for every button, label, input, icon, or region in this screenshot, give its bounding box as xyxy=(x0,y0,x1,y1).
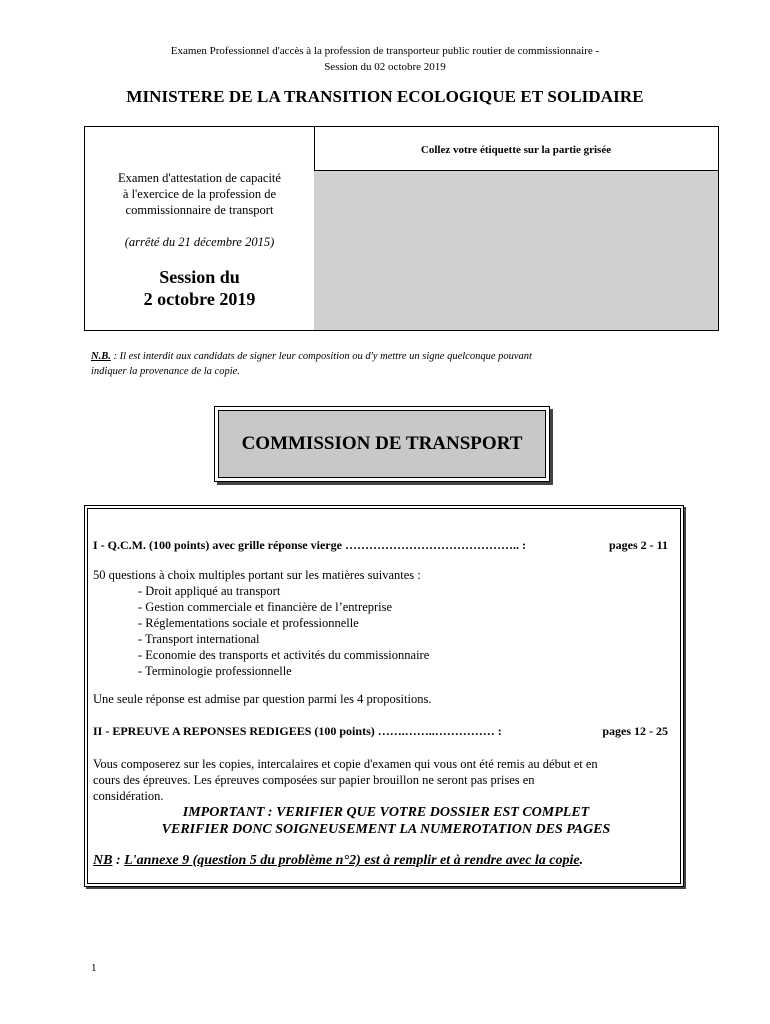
instruction-line: Vous composerez sur les copies, intercalaires et copie d'examen qui vous ont été remis au début et en xyxy=(93,757,598,771)
instruction-line: considération. xyxy=(93,789,164,803)
page-number: 1 xyxy=(91,962,97,974)
exam-title-line: Examen d'attestation de capacité xyxy=(118,171,281,185)
exam-content-box xyxy=(84,505,684,887)
annex-separator: : xyxy=(112,853,125,868)
subject-item: - Economie des transports et activités du commissionnaire xyxy=(138,648,430,662)
subject-item: - Gestion commerciale et financière de l’entreprise xyxy=(138,600,393,614)
label-grey-area xyxy=(314,171,718,330)
important-line-2: VERIFIER DONC SOIGNEUSEMENT LA NUMEROTATION DES PAGES xyxy=(161,822,611,837)
nb-text-1: : Il est interdit aux candidats de signer leur composition ou d'y mettre un signe quelconque pouvant xyxy=(110,351,532,362)
subject-item: - Droit appliqué au transport xyxy=(138,584,281,598)
label-column xyxy=(314,127,718,330)
annex-notice xyxy=(93,853,583,869)
exam-title-line: commissionnaire de transport xyxy=(125,203,274,217)
subject-item: - Transport international xyxy=(138,632,260,646)
part2-heading xyxy=(93,723,673,739)
important-line-1: IMPORTANT : VERIFIER QUE VOTRE DOSSIER EST COMPLET xyxy=(182,805,590,820)
nb-text-2: indiquer la provenance de la copie. xyxy=(91,366,240,377)
header-line-2: Session du 02 octobre 2019 xyxy=(324,61,446,73)
annex-end: . xyxy=(579,853,584,868)
exam-content-inner xyxy=(87,508,681,884)
exam-title xyxy=(85,170,314,218)
exam-info-column xyxy=(85,127,315,330)
part2-pages: pages 12 - 25 xyxy=(602,724,668,738)
exam-title-line: à l'exercice de la profession de xyxy=(122,187,277,201)
part1-intro: 50 questions à choix multiples portant sur les matières suivantes : xyxy=(93,568,421,582)
part2-title: II - EPREUVE A REPONSES REDIGEES (100 points) …….……..…………… : xyxy=(93,724,502,738)
session-line: 2 octobre 2019 xyxy=(143,289,256,309)
header-line-1: Examen Professionnel d'accès à la profession de transporteur public routier de commissionnaire - xyxy=(170,45,600,57)
commission-title: COMMISSION DE TRANSPORT xyxy=(218,410,546,478)
label-instruction: Collez votre étiquette sur la partie grisée xyxy=(314,127,718,171)
instruction-line: cours des épreuves. Les épreuves composées sur papier brouillon ne seront pas prises en xyxy=(93,773,535,787)
subject-item: - Terminologie professionnelle xyxy=(138,664,292,678)
session-date xyxy=(85,266,314,310)
part1-title: I - Q.C.M. (100 points) avec grille réponse vierge …………………………………….. : xyxy=(93,538,526,552)
part1-heading xyxy=(93,537,673,553)
identification-box xyxy=(84,126,719,331)
annex-nb-label: NB xyxy=(93,853,113,868)
part1-pages: pages 2 - 11 xyxy=(608,538,668,552)
nb-label: N.B. xyxy=(91,351,111,362)
subject-list xyxy=(138,583,429,679)
single-answer-note: Une seule réponse est admise par question parmi les 4 propositions. xyxy=(93,692,432,706)
part2-instructions xyxy=(93,756,681,804)
nb-notice xyxy=(91,349,711,379)
annex-text: L'annexe 9 (question 5 du problème n°2) est à remplir et à rendre avec la copie xyxy=(124,853,580,868)
arrete-text: (arrêté du 21 décembre 2015) xyxy=(124,235,275,249)
subject-item: - Réglementations sociale et professionnelle xyxy=(138,616,359,630)
commission-title-box xyxy=(214,406,550,482)
session-line: Session du xyxy=(159,267,240,287)
ministry-title: MINISTERE DE LA TRANSITION ECOLOGIQUE ET SOLIDAIRE xyxy=(126,87,644,106)
